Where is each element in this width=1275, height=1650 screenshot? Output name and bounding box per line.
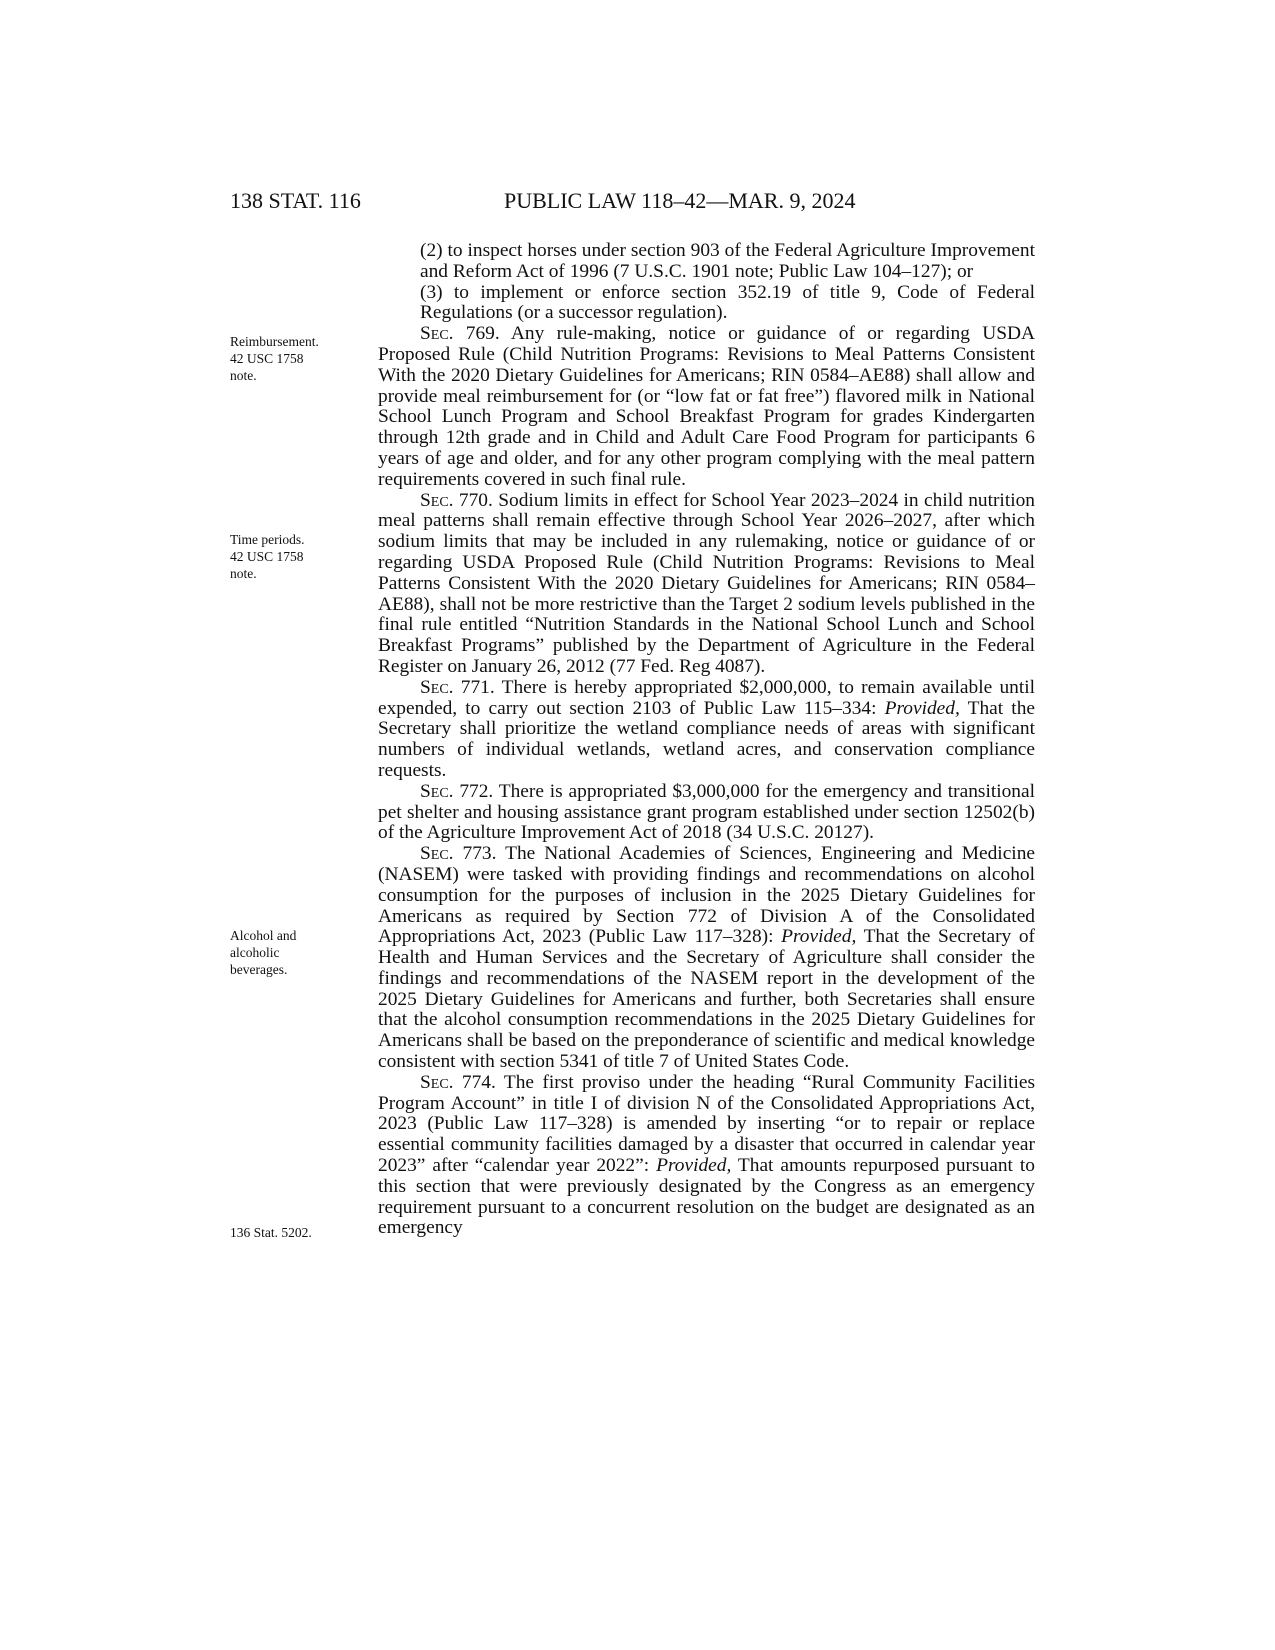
margin-note-alcohol: Alcohol and alcoholic beverages. — [230, 928, 297, 977]
section-769-text: Any rule-making, notice or guidance of or regarding USDA Proposed Rule (Child Nutrition Programs: Revisions to Meal Patterns Consistent With the 2020 Dietary Guidelines for Americans; RIN 0584–AE88) shall allow and provide meal reimbursement for (or “low fat or fat free”) flavored milk in National School Lunch Program and School Breakfast Program for grades Kindergarten through 12th grade and in Child and Adult Care Food Program for participants 6 years of age and older, and for any other program complying with the meal pattern requirements covered in such final rule. — [378, 323, 1035, 490]
section-773-text-b: That the Secretary of Health and Human Services and the Secretary of Agriculture shall consider the findings and recommendations of the NASEM report in the development of the 2025 Dietary Guidelines for Americans and further, both Secretaries shall ensure that the alcohol consumption recommendations in the 2025 Dietary Guidelines for Americans shall be based on the preponderance of scientific and medical knowledge consistent with section 5341 of title 7 of United States Code. — [378, 926, 1035, 1073]
section-774-provided: Provided, — [656, 1155, 732, 1177]
paragraph-2-text: (2) to inspect horses under section 903 of the Federal Agriculture Improvement and Reform Act of 1996 (7 U.S.C. 1901 note; Public Law 104–127); or — [420, 240, 1035, 282]
paragraph-3 — [378, 283, 1035, 325]
section-771 — [378, 678, 1035, 782]
section-769-label: Sec. 769. — [420, 323, 500, 345]
page-header — [0, 188, 1275, 218]
section-772 — [378, 782, 1035, 844]
section-771-provided: Provided, — [884, 697, 960, 719]
section-770 — [378, 491, 1035, 678]
margin-note-reimbursement: Reimbursement. 42 USC 1758 note. — [230, 334, 319, 383]
section-774 — [378, 1073, 1035, 1239]
section-773 — [378, 844, 1035, 1073]
section-774-text-a: The first proviso under the heading “Rural Community Facilities Program Account” in title I of division N of the Consolidated Appropriations Act, 2023 (Public Law 117–328) is amended by inserting “or to repair or replace essential community facilities damaged by a disaster that occurred in calendar year 2023” after “calendar year 2022”: — [378, 1071, 1035, 1177]
section-773-label: Sec. 773. — [420, 843, 497, 865]
section-772-text: There is appropriated $3,000,000 for the emergency and transitional pet shelter and housing assistance grant program established under section 12502(b) of the Agriculture Improvement Act of 2018 (34 U.S.C. 20127). — [378, 780, 1035, 844]
section-773-text-a: The National Academies of Sciences, Engineering and Medicine (NASEM) were tasked with providing findings and recommendations on alcohol consumption for the purposes of inclusion in the 2025 Dietary Guidelines for Americans as required by Section 772 of Division A of the Consolidated Appropriations Act, 2023 (Public Law 117–328): — [378, 843, 1035, 948]
section-771-text-a: There is hereby appropriated $2,000,000, to remain available until expended, to carry out section 2103 of Public Law 115–334: — [378, 676, 1035, 719]
section-773-provided: Provided, — [781, 926, 857, 948]
section-774-label: Sec. 774. — [420, 1071, 496, 1093]
section-774-text-b: That amounts repurposed pursuant to this section that were previously designated by the Congress as an emergency requirement pursuant to a concurrent resolution on the budget are designated as an emergency — [378, 1155, 1035, 1239]
public-law-title: PUBLIC LAW 118–42—MAR. 9, 2024 — [504, 188, 856, 213]
statute-citation: 138 STAT. 116 — [230, 188, 361, 213]
paragraph-3-text: (3) to implement or enforce section 352.19 of title 9, Code of Federal Regulations (or a successor regulation). — [420, 281, 1035, 324]
section-770-text: Sodium limits in effect for School Year 2023–2024 in child nutrition meal patterns shall remain effective through School Year 2026–2027, after which sodium limits that may be included in any rulemaking, notice or guidance of or regarding USDA Proposed Rule (Child Nutrition Programs: Revisions to Meal Patterns Consistent With the 2020 Dietary Guidelines for Americans; RIN 0584–AE88), shall not be more restrictive than the Target 2 sodium levels published in the final rule entitled “Nutrition Standards in the National School Lunch and School Breakfast Programs” published by the Department of Agriculture in the Federal Register on January 26, 2012 (77 Fed. Reg 4087). — [378, 489, 1035, 677]
section-772-label: Sec. 772. — [420, 780, 494, 802]
margin-note-stat-reference: 136 Stat. 5202. — [230, 1225, 312, 1240]
paragraph-2 — [378, 241, 1035, 283]
section-770-label: Sec. 770. — [420, 489, 493, 511]
section-771-label: Sec. 771. — [420, 676, 495, 698]
section-771-text-b: That the Secretary shall prioritize the wetland compliance needs of areas with significant numbers of individual wetlands, wetland acres, and conservation compliance requests. — [378, 697, 1035, 781]
section-769 — [378, 324, 1035, 490]
law-body — [378, 241, 1035, 1239]
margin-note-time-periods: Time periods. 42 USC 1758 note. — [230, 532, 305, 581]
